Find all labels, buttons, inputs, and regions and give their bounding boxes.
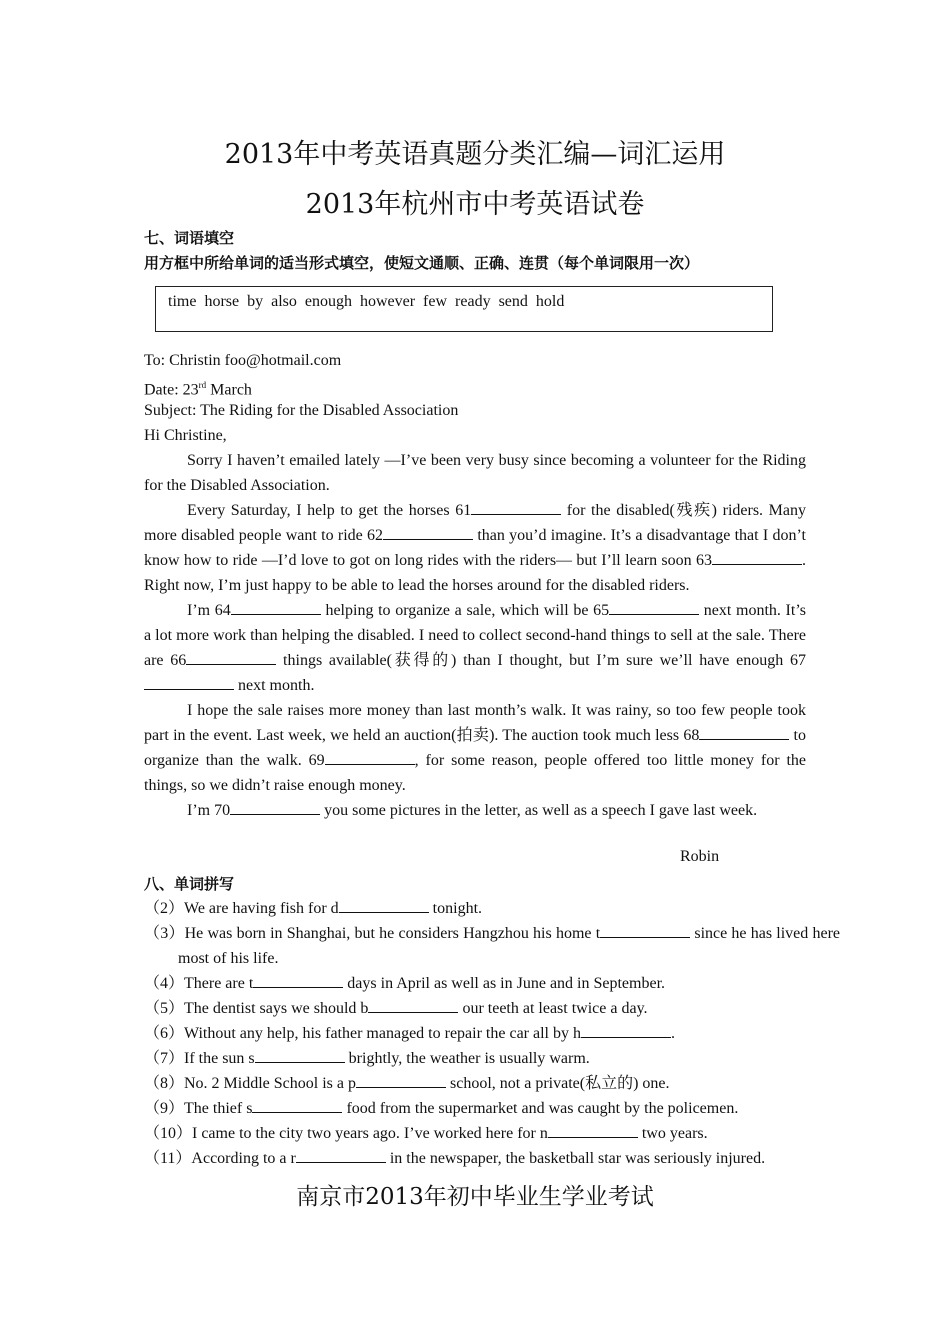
blank-61[interactable] <box>471 500 561 515</box>
paragraph-2: Every Saturday, I help to get the horses 61 for the disabled(残疾) riders. Many more disabled people want to ride 62 than you’d imagine. It’s a disadvantage that I don’t know how to ride —I’d love to got on long rides with the riders— but I’ll learn soon 63 . Right now, I’m just happy to be able to lead the horses around for the disabled riders. <box>144 502 806 594</box>
spelling-item: （2）We are having fish for d tonight. <box>144 900 483 917</box>
bottom-title: 南京市2013年初中毕业生学业考试 <box>296 1184 654 1210</box>
spelling-item: （9）The thief s food from the supermarket and was caught by the policemen. <box>144 1100 739 1117</box>
spelling-item: （8）No. 2 Middle School is a p school, not a private(私立的) one. <box>144 1075 670 1092</box>
blank-62[interactable] <box>383 525 473 540</box>
email-subject: Subject: The Riding for the Disabled Association <box>144 402 459 419</box>
blank-70[interactable] <box>230 800 320 815</box>
blank-65[interactable] <box>609 600 699 615</box>
spelling-item: （5）The dentist says we should b our teeth at least twice a day. <box>144 1000 648 1017</box>
answer-blank[interactable] <box>581 1023 671 1038</box>
main-title: 2013年中考英语真题分类汇编—词汇运用 <box>224 139 726 170</box>
answer-blank[interactable] <box>600 923 690 938</box>
spelling-item: （11）According to a r in the newspaper, the basketball star was seriously injured. <box>144 1150 766 1167</box>
spelling-item: （4）There are t days in April as well as in June and in September. <box>144 975 666 992</box>
spelling-item: （6）Without any help, his father managed to repair the car all by h . <box>144 1025 675 1042</box>
sub-title: 2013年杭州市中考英语试卷 <box>305 189 645 220</box>
email-signature: Robin <box>680 848 720 865</box>
paragraph-1: Sorry I haven’t emailed lately —I’ve been very busy since becoming a volunteer for the Riding for the Disabled Association. <box>144 452 806 494</box>
paragraph-5: I’m 70 you some pictures in the letter, as well as a speech I gave last week. <box>187 802 758 819</box>
blank-66[interactable] <box>186 650 276 665</box>
paragraph-3: I’m 64 helping to organize a sale, which will be 65 next month. It’s a lot more work than helping the disabled. I need to collect second-hand things to sell at the sale. There are 66 things available(获得的) than I thought, but I’m sure we’ll have enough 67 next month. <box>144 602 807 694</box>
word-box-words: time horse by also enough however few ready send hold <box>168 293 565 310</box>
email-to: To: Christin foo@hotmail.com <box>144 352 342 369</box>
spelling-item: （3）He was born in Shanghai, but he considers Hangzhou his home t since he has lived here most of his life. <box>144 925 840 967</box>
blank-64[interactable] <box>231 600 321 615</box>
answer-blank[interactable] <box>252 1098 342 1113</box>
blank-67[interactable] <box>144 675 234 690</box>
answer-blank[interactable] <box>253 973 343 988</box>
paragraph-4: I hope the sale raises more money than last month’s walk. It was rainy, so too few people took part in the event. Last week, we held an auction(拍卖). The auction took much less 68 to organize than the walk. 69 , for some reason, people offered too little money for the things, so we didn’t raise enough money. <box>144 702 807 794</box>
blank-68[interactable] <box>699 725 789 740</box>
answer-blank[interactable] <box>296 1148 386 1163</box>
answer-blank[interactable] <box>548 1123 638 1138</box>
spelling-item: （10）I came to the city two years ago. I’ve worked here for n two years. <box>144 1125 708 1142</box>
spelling-item: （7）If the sun s brightly, the weather is usually warm. <box>144 1050 590 1067</box>
blank-63[interactable] <box>712 550 802 565</box>
answer-blank[interactable] <box>368 998 458 1013</box>
email-greeting: Hi Christine, <box>144 427 227 444</box>
answer-blank[interactable] <box>255 1048 345 1063</box>
section-8-heading: 八、单词拼写 <box>144 875 235 893</box>
section-7-heading: 七、词语填空 <box>144 229 235 247</box>
email-date: Date: 23rd March <box>144 380 252 399</box>
email-body <box>144 448 806 823</box>
answer-blank[interactable] <box>339 898 429 913</box>
answer-blank[interactable] <box>356 1073 446 1088</box>
word-box <box>155 286 773 332</box>
blank-69[interactable] <box>325 750 415 765</box>
section-7-instruction: 用方框中所给单词的适当形式填空，使短文通顺、正确、连贯（每个单词限用一次） <box>144 254 700 272</box>
